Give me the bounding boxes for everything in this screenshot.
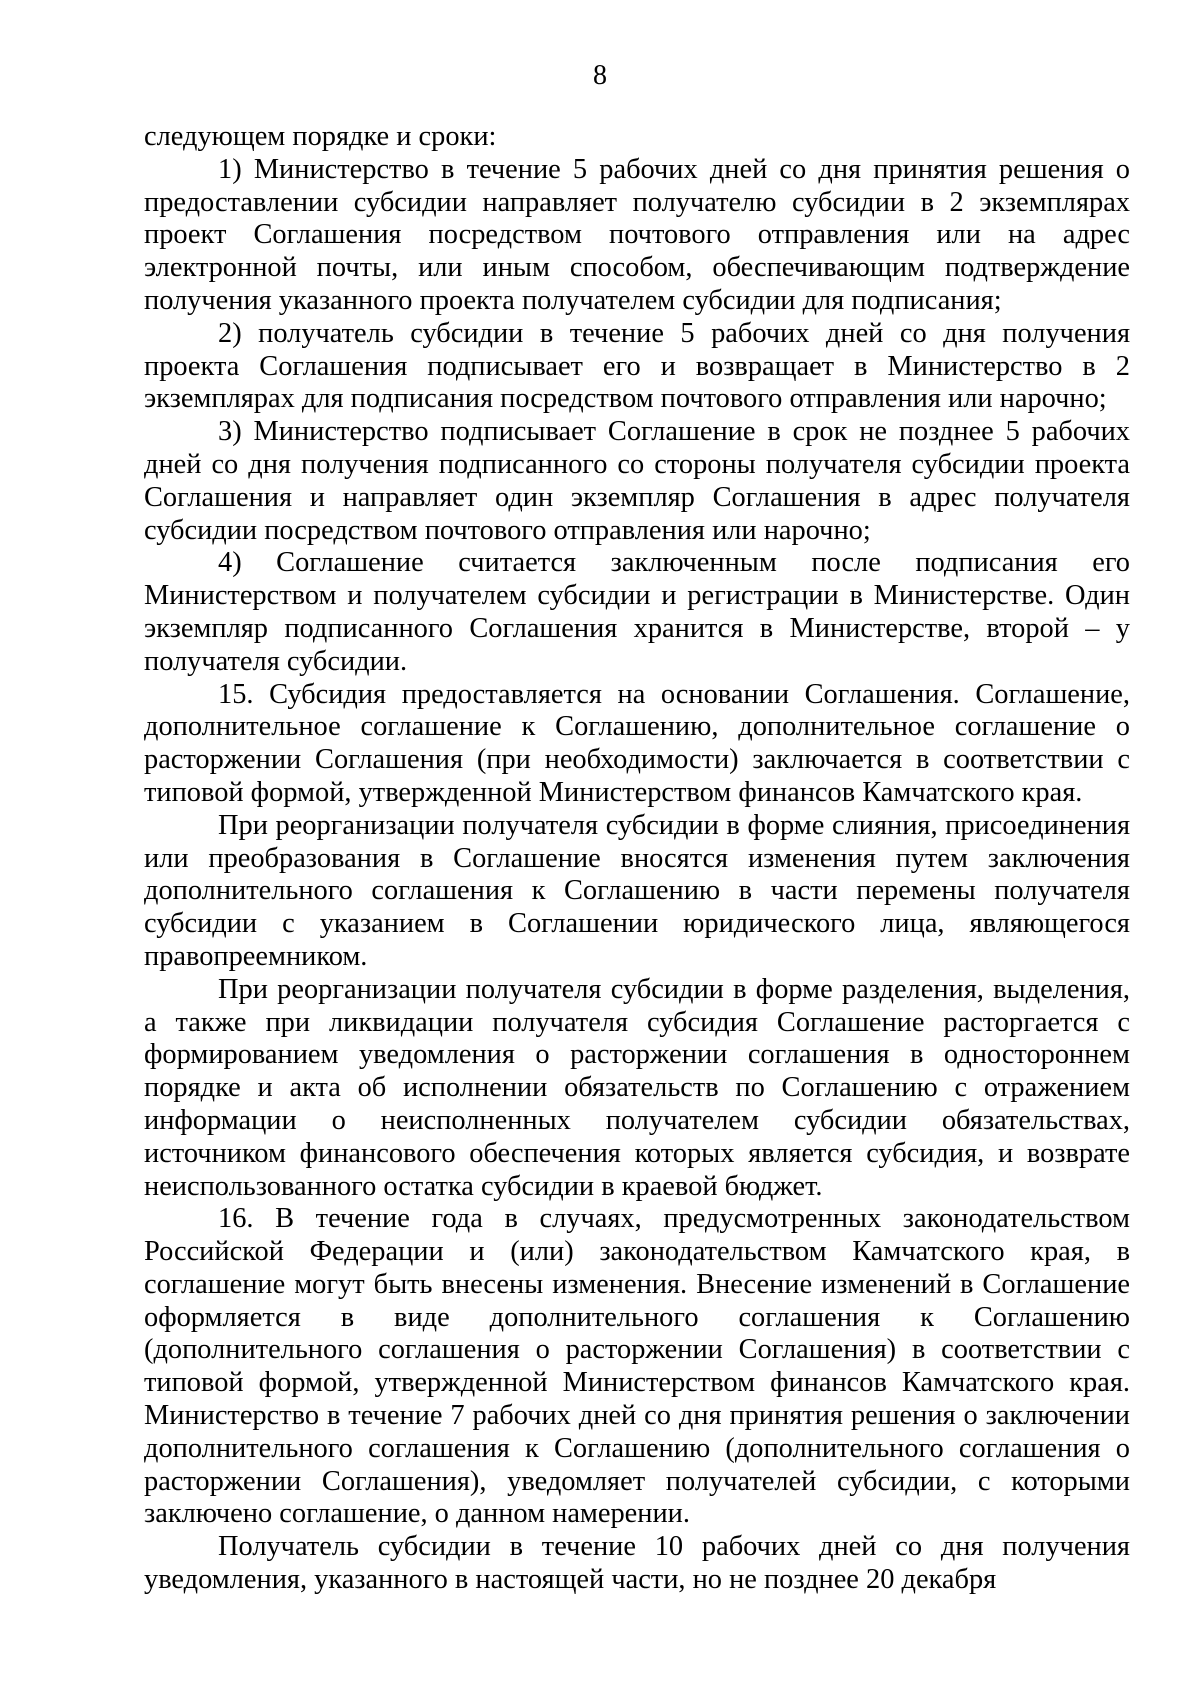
paragraph-reorganization-merger: При реорганизации получателя субсидии в форме слияния, присоединения или преобразования в Соглашение вносятся изменения путем заключения дополнительного соглашения к Соглашению в части перемены получателя субсидии с указанием в Соглашении юридического лица, являющегося правопреемником.: [144, 809, 1130, 972]
paragraph-intro: следующем порядке и сроки:: [144, 121, 497, 152]
paragraph-clause-16: 16. В течение года в случаях, предусмотренных законодательством Российской Федерации и (или) законодательством Камчатского края, в соглашение могут быть внесены изменения. Внесение изменений в Соглашение оформляется в виде дополнительного соглашения к Соглашению (дополнительного соглашения о расторжении Соглашения) в соответствии с типовой формой, утвержденной Министерством финансов Камчатского края. Министерство в течение 7 рабочих дней со дня принятия решения о заключении дополнительного соглашения к Соглашению (дополнительного соглашения о расторжении Соглашения), уведомляет получателей субсидии, с которыми заключено соглашение, о данном намерении.: [144, 1203, 1130, 1530]
paragraph-clause-15: 15. Субсидия предоставляется на основании Соглашения. Соглашение, дополнительное соглашение к Соглашению, дополнительное соглашение о расторжении Соглашения (при необходимости) заключается в соответствии с типовой формой, утвержденной Министерством финансов Камчатского края.: [144, 678, 1130, 808]
paragraph-recipient-notice: Получатель субсидии в течение 10 рабочих дней со дня получения уведомления, указанного в настоящей части, но не позднее 20 декабря: [144, 1531, 1130, 1596]
page-number: 8: [593, 60, 607, 91]
paragraph-reorganization-division: При реорганизации получателя субсидии в форме разделения, выделения, а также при ликвидации получателя субсидия Соглашение расторгается с формированием уведомления о расторжении соглашения в одностороннем порядке и акта об исполнении обязательств по Соглашению с отражением информации о неисполненных получателем субсидии обязательствах, источником финансового обеспечения которых является субсидия, и возврате неиспользованного остатка субсидии в краевой бюджет.: [144, 973, 1130, 1202]
paragraph-item-2: 2) получатель субсидии в течение 5 рабочих дней со дня получения проекта Соглашения подписывает его и возвращает в Министерство в 2 экземплярах для подписания посредством почтового отправления или нарочно;: [144, 317, 1130, 415]
paragraph-item-3: 3) Министерство подписывает Соглашение в срок не позднее 5 рабочих дней со дня получения подписанного со стороны получателя субсидии проекта Соглашения и направляет один экземпляр Соглашения в адрес получателя субсидии посредством почтового отправления или нарочно;: [144, 416, 1130, 546]
paragraph-item-4: 4) Соглашение считается заключенным после подписания его Министерством и получателем субсидии и регистрации в Министерстве. Один экземпляр подписанного Соглашения хранится в Министерстве, второй – у получателя субсидии.: [144, 547, 1130, 677]
document-body: [144, 121, 1130, 1597]
paragraph-item-1: 1) Министерство в течение 5 рабочих дней со дня принятия решения о предоставлении субсидии направляет получателю субсидии в 2 экземплярах проект Соглашения посредством почтового отправления или на адрес электронной почты, или иным способом, обеспечивающим подтверждение получения указанного проекта получателем субсидии для подписания;: [144, 153, 1130, 316]
